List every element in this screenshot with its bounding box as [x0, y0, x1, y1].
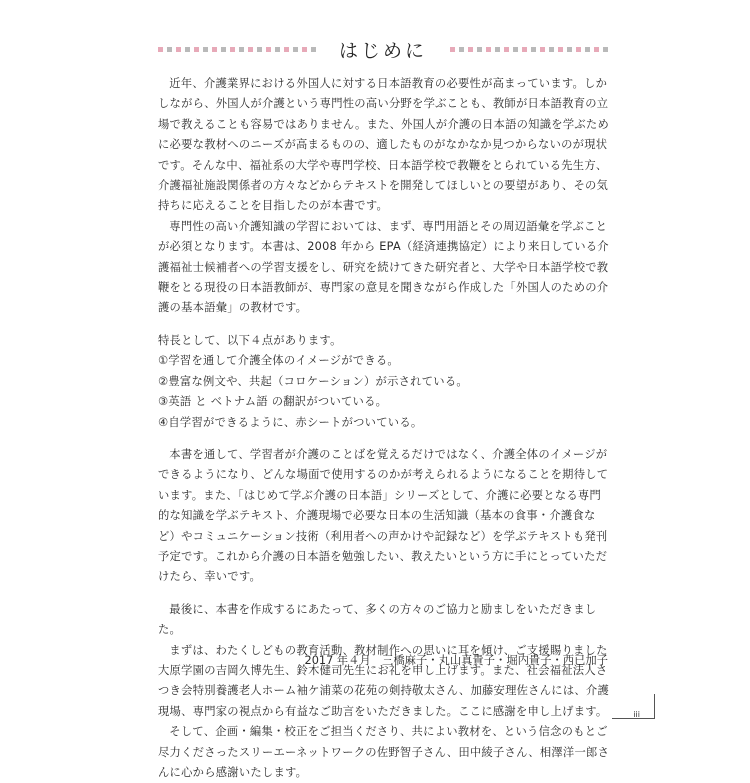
decorative-dot: [302, 47, 307, 52]
decorative-dot: [221, 47, 226, 52]
body-text: [158, 74, 610, 783]
features-intro: 特長として、以下４点があります。: [158, 333, 342, 347]
decorative-dot: [266, 47, 271, 52]
decorative-dot: [504, 47, 509, 52]
acknowledgement-paragraph-2: まずは、わたくしどもの教育活動、教材制作への思いに耳を傾け、ご支援賜りました大原学園の吉岡久博先生、鈴木健司先生にお礼を申し上げます。また、社会福祉法人さつき会特別養護老人ホーム袖ケ浦菜の花苑の剣持敬太さん、加藤安理佐さんには、介護現場、専門家の視点から有益なご助言をいただきました。ここに感謝を申し上げます。: [158, 643, 610, 718]
decorative-dot: [486, 47, 491, 52]
decorative-dot: [194, 47, 199, 52]
decorative-dot: [203, 47, 208, 52]
title-row: [158, 36, 608, 64]
decorative-dot: [603, 47, 608, 52]
decorative-dot: [185, 47, 190, 52]
decorative-dot: [311, 47, 316, 52]
decorative-dot: [257, 47, 262, 52]
acknowledgement-paragraph-3: そして、企画・編集・校正をご担当くださり、共によい教材を、という信念のもとご尽力くださったスリーエーネットワークの佐野智子さん、田中綾子さん、相澤洋一郎さんに心から感謝いたします。: [158, 725, 610, 779]
decorative-dot: [495, 47, 500, 52]
feature-item: ③英語 と ベトナム語 の翻訳がついている。: [158, 395, 388, 409]
decorative-dot: [176, 47, 181, 52]
decorative-dots-left: [158, 47, 316, 53]
decorative-dot: [230, 47, 235, 52]
decorative-dot: [293, 47, 298, 52]
decorative-dots-right: [450, 47, 608, 53]
decorative-dot: [275, 47, 280, 52]
feature-item: ①学習を通して介護全体のイメージができる。: [158, 354, 399, 368]
goals-paragraph: 本書を通して、学習者が介護のことばを覚えるだけではなく、介護全体のイメージができるようになり、どんな場面で使用するのかが考えられるようになることを期待しています。また、「はじめて学ぶ介護の日本語」シリーズとして、介護に必要となる専門的な知識を学ぶテキスト、介護現場で必要な日本の生活知識（基本の食事・介護食など）やコミュニケーション技術（利用者への声かけや記録など）を学ぶテキストも発刊予定です。これから介護の日本語を勉強したい、教えたいという方に手にとっていただけたら、幸いです。: [158, 447, 609, 584]
decorative-dot: [239, 47, 244, 52]
signature: 2017 年４月 三橋麻子・丸山真貴子・堀内貴子・西已加子: [304, 654, 608, 667]
decorative-dot: [284, 47, 289, 52]
intro-paragraph-1: 近年、介護業界における外国人に対する日本語教育の必要性が高まっています。しかしながら、外国人が介護という専門性の高い分野を学ぶことも、教師が日本語教育の立場で教えることも容易ではありません。また、外国人が介護の日本語の知識を学ぶために必要な教材へのニーズが高まるものの、適したものがなかなか見つからないのが現状です。そんな中、福祉系の大学や専門学校、日本語学校で教鞭をとられている先生方、介護福祉施設関係者の方々などからテキストを開発してほしいとの要望があり、その気持ちに応えることを目指したのが本書です。: [158, 77, 610, 213]
decorative-dot: [459, 47, 464, 52]
decorative-dot: [248, 47, 253, 52]
decorative-dot: [468, 47, 473, 52]
decorative-dot: [513, 47, 518, 52]
decorative-dot: [212, 47, 217, 52]
footer-vertical-rule: [654, 694, 655, 718]
decorative-dot: [540, 47, 545, 52]
decorative-dot: [531, 47, 536, 52]
decorative-dot: [167, 47, 172, 52]
decorative-dot: [558, 47, 563, 52]
feature-item: ②豊富な例文や、共起（コロケーション）が示されている。: [158, 374, 468, 388]
decorative-dot: [522, 47, 527, 52]
acknowledgement-paragraph-1: 最後に、本書を作成するにあたって、多くの方々のご協力と励ましをいただきました。: [158, 602, 597, 637]
decorative-dot: [594, 47, 599, 52]
page-number: iii: [633, 710, 640, 719]
decorative-dot: [549, 47, 554, 52]
decorative-dot: [567, 47, 572, 52]
intro-paragraph-2: 専門性の高い介護知識の学習においては、まず、専門用語とその周辺語彙を学ぶことが必須となります。本書は、2008 年から EPA（経済連携協定）により来日している介護福祉士候補者への学習支援をし、研究を続けてきた研究者と、大学や日本語学校で教鞭をとる現役の日本語教師が、専門家の意見を聞きながら作成した「外国人のための介護の基本語彙」の教材です。: [158, 219, 609, 315]
decorative-dot: [158, 47, 163, 52]
page-title: はじめに: [338, 40, 428, 62]
decorative-dot: [585, 47, 590, 52]
decorative-dot: [576, 47, 581, 52]
decorative-dot: [477, 47, 482, 52]
decorative-dot: [450, 47, 455, 52]
features-list: [158, 331, 610, 433]
feature-item: ④自学習ができるように、赤シートがついている。: [158, 415, 423, 429]
